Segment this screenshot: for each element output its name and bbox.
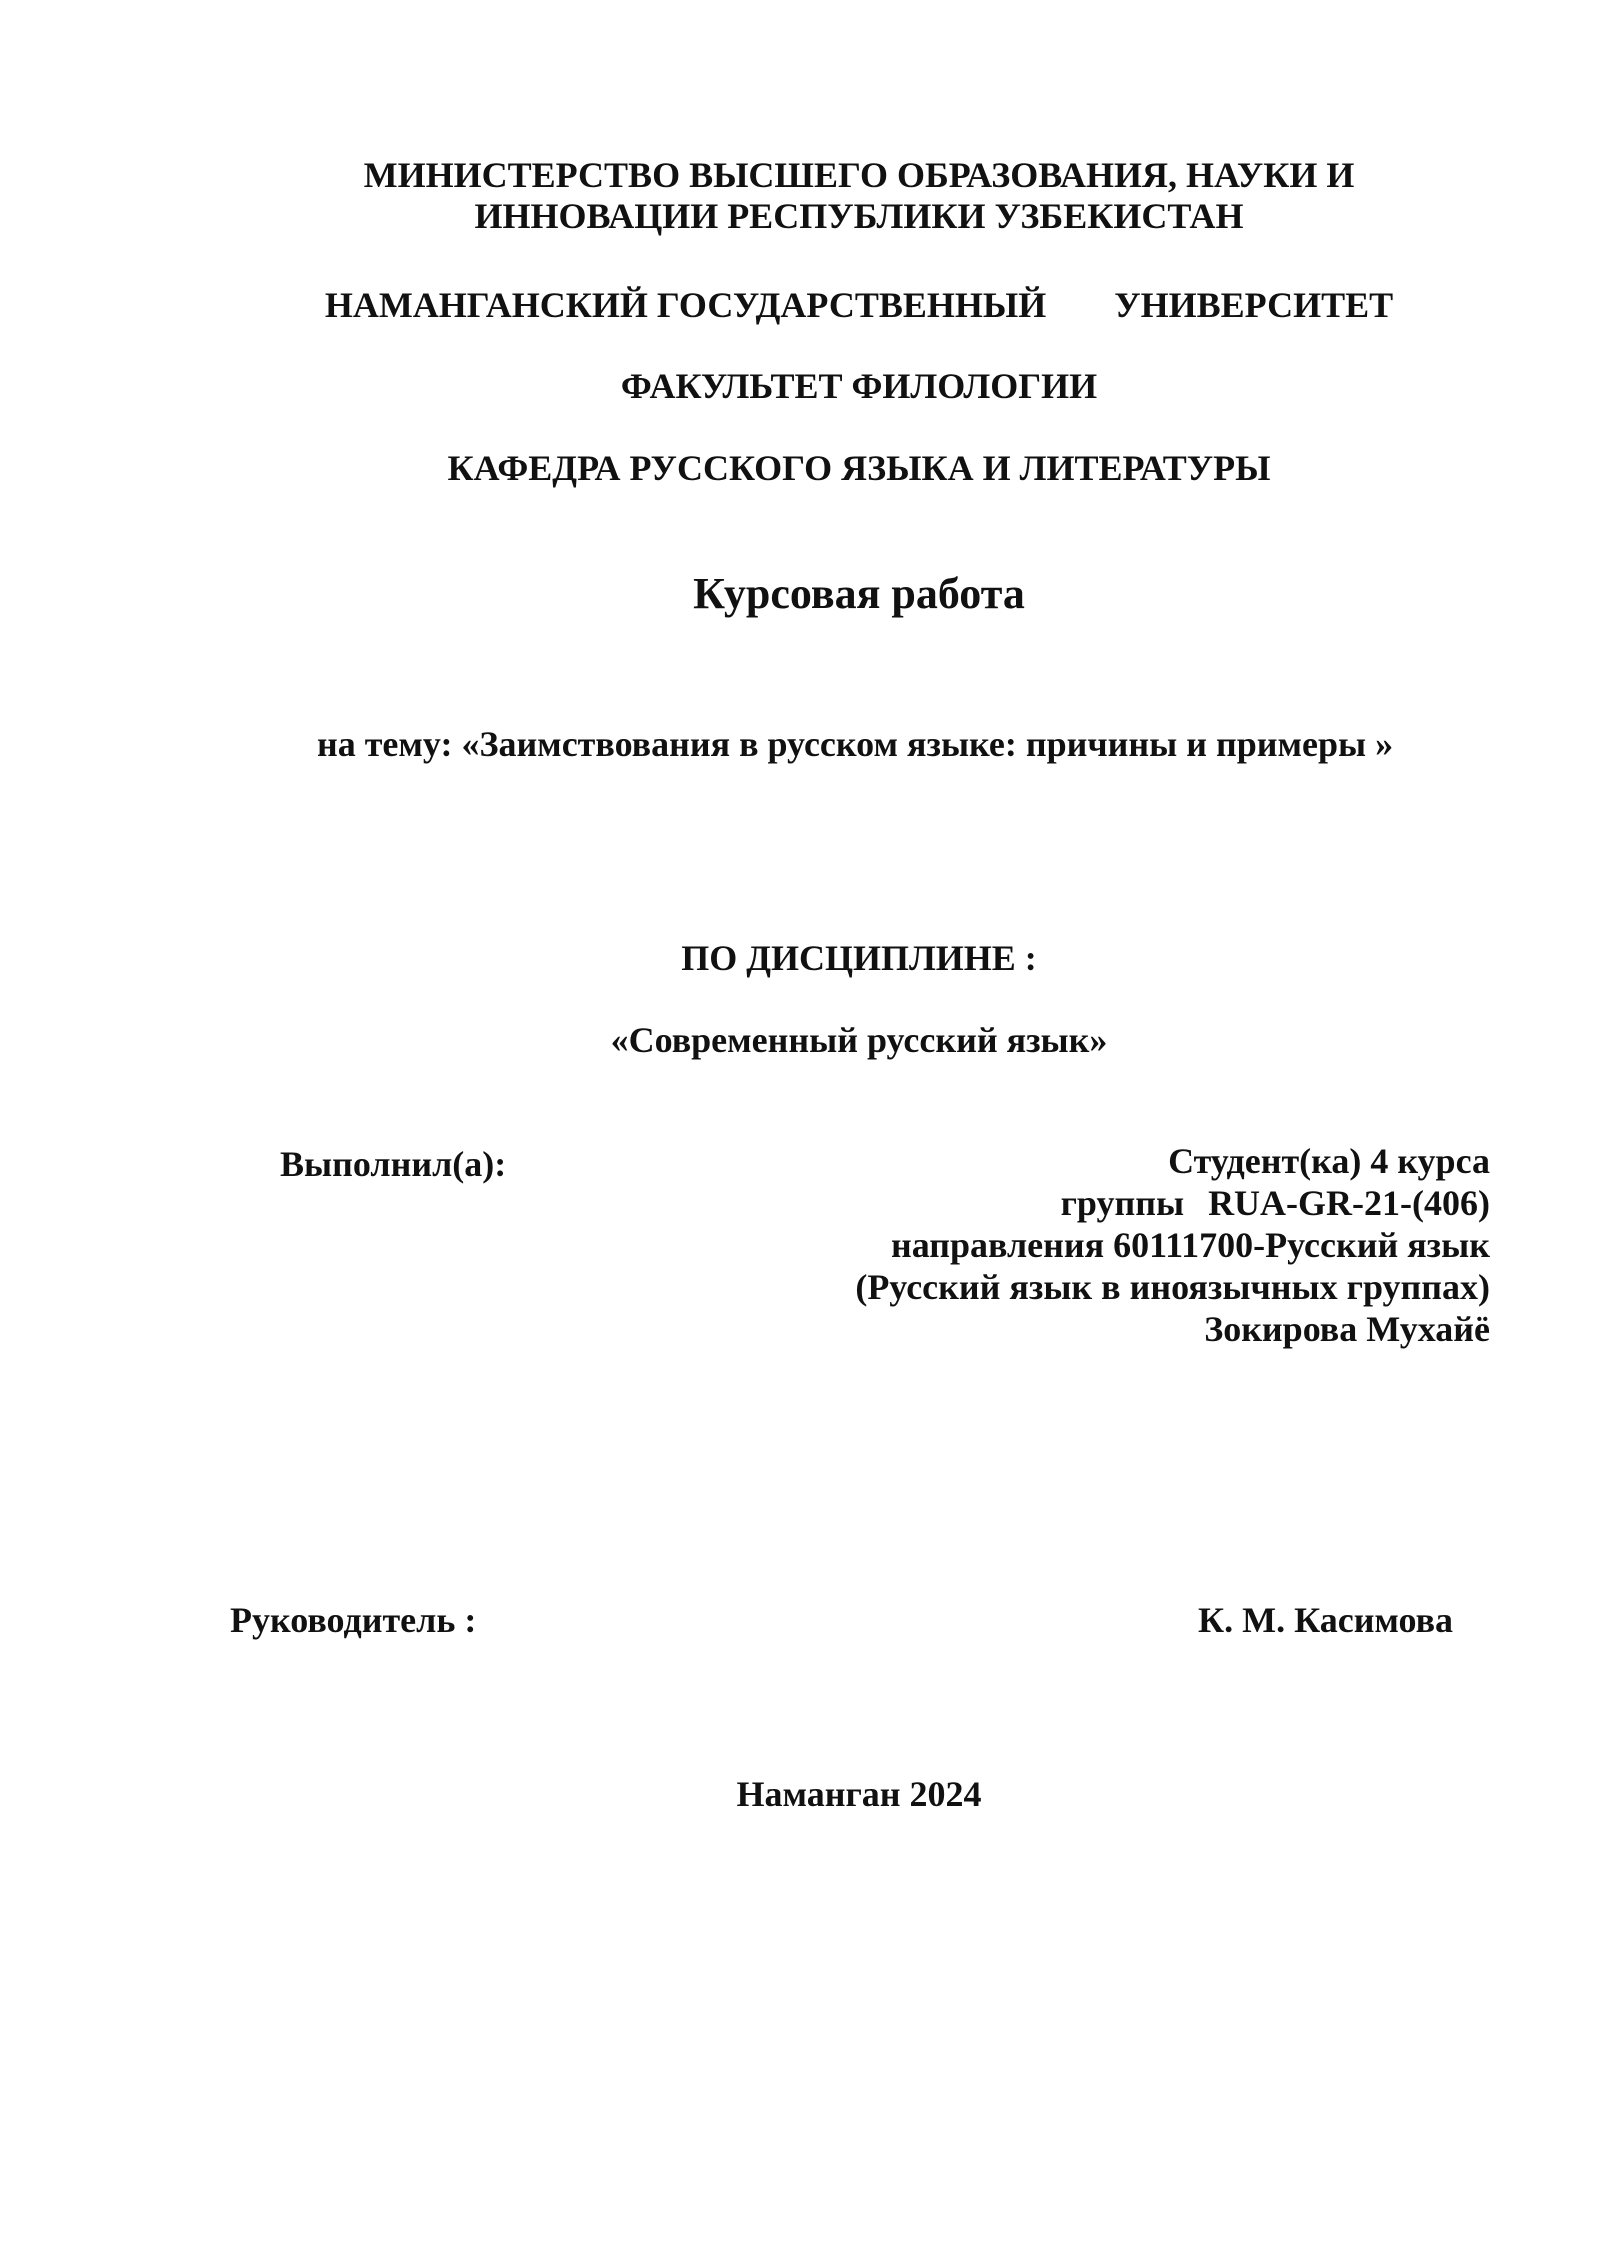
performer-info [790,1140,1490,1350]
university-name-part2: УНИВЕРСИТЕТ [1114,285,1394,325]
discipline-label: ПО ДИСЦИПЛИНЕ : [681,938,1037,978]
university-name-part1: НАМАНГАНСКИЙ ГОСУДАРСТВЕННЫЙ [324,285,1047,325]
city-year: Наманган 2024 [736,1774,982,1814]
university-name [0,287,1600,323]
performer-course: Студент(ка) 4 курса [1168,1141,1490,1181]
supervisor-name: К. М. Касимова [1198,1600,1454,1640]
department-name: КАФЕДРА РУССКОГО ЯЗЫКА И ЛИТЕРАТУРЫ [447,448,1271,488]
work-type-title: Курсовая работа [693,569,1025,618]
discipline-name: «Современный русский язык» [610,1020,1108,1060]
faculty-name: ФАКУЛЬТЕТ ФИЛОЛОГИИ [620,366,1098,406]
ministry-title-line2: ИННОВАЦИИ РЕСПУБЛИКИ УЗБЕКИСТАН [474,196,1244,236]
performer-specialization: (Русский язык в иноязычных группах) [855,1267,1490,1307]
supervisor-label: Руководитель : [230,1600,477,1640]
ministry-title-line1: МИНИСТЕРСТВО ВЫСШЕГО ОБРАЗОВАНИЯ, НАУКИ И [363,155,1355,195]
work-topic: на тему: «Заимствования в русском языке: причины и примеры » [317,724,1394,764]
performer-label: Выполнил(а): [280,1144,507,1184]
performer-name: Зокирова Мухайё [1204,1309,1490,1349]
performer-group [790,1182,1490,1224]
performer-direction: направления 60111700-Русский язык [890,1225,1490,1265]
performer-group-code: RUA-GR-21-(406) [1208,1183,1490,1223]
performer-group-label: группы [1060,1183,1185,1223]
